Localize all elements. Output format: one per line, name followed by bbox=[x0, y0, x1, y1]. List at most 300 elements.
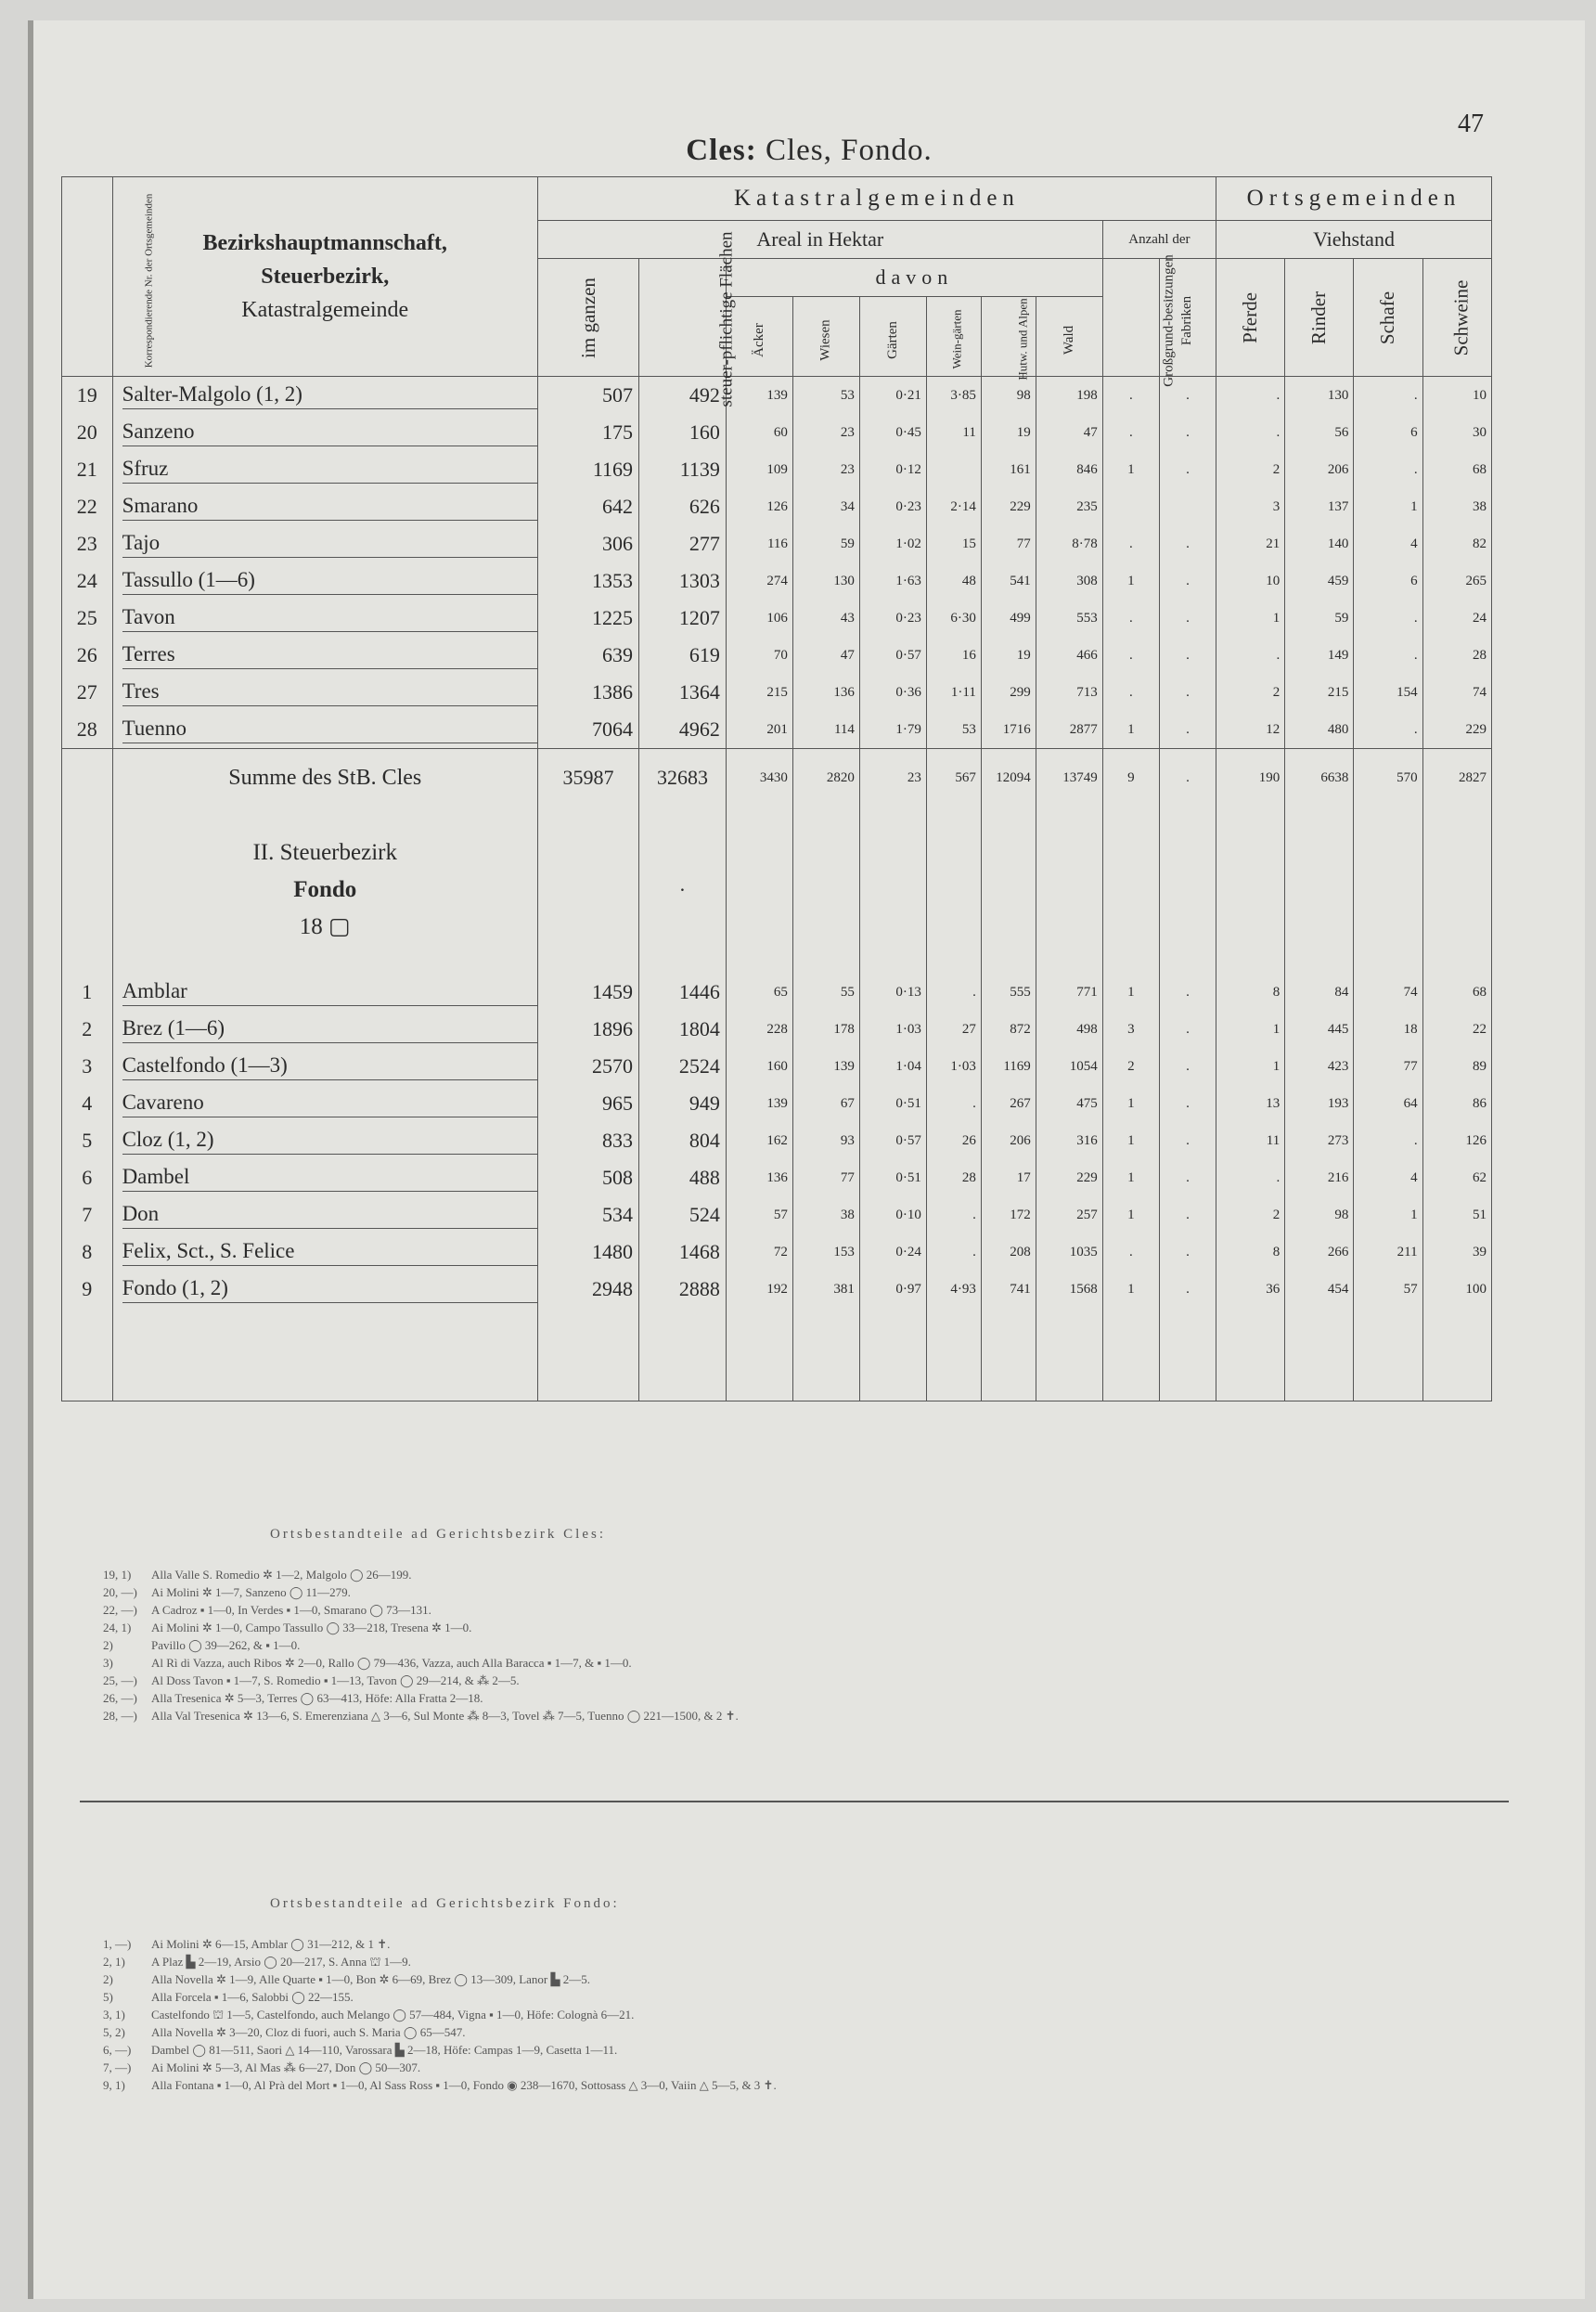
row-number: 22 bbox=[62, 488, 113, 525]
row-cell: . bbox=[1102, 674, 1159, 711]
row-cell: 53 bbox=[926, 711, 981, 749]
row-cell: 949 bbox=[639, 1085, 727, 1122]
row-cell: 1353 bbox=[537, 562, 638, 600]
row-cell: 47 bbox=[1036, 414, 1102, 451]
table-row bbox=[62, 414, 1492, 451]
row-cell: 17 bbox=[981, 1159, 1036, 1196]
row-cell bbox=[926, 451, 981, 488]
row-cell: 86 bbox=[1422, 1085, 1491, 1122]
note-line: 5) Alla Forcela ▪ 1—6, Salobbi ◯ 22—155. bbox=[103, 1990, 354, 2004]
row-cell: 175 bbox=[537, 414, 638, 451]
row-cell: . bbox=[1159, 1233, 1216, 1271]
table-row bbox=[62, 488, 1492, 525]
row-cell: 1 bbox=[1102, 974, 1159, 1011]
row-name: Amblar bbox=[112, 974, 537, 1011]
row-cell: 1459 bbox=[537, 974, 638, 1011]
row-cell: 84 bbox=[1285, 974, 1354, 1011]
row-cell: 445 bbox=[1285, 1011, 1354, 1048]
row-cell: 626 bbox=[639, 488, 727, 525]
table-row bbox=[62, 1048, 1492, 1085]
row-cell: 273 bbox=[1285, 1122, 1354, 1159]
rinder-header: Rinder bbox=[1285, 259, 1354, 377]
row-cell: 160 bbox=[639, 414, 727, 451]
row-cell: 6 bbox=[1354, 414, 1422, 451]
row-cell: 381 bbox=[792, 1271, 859, 1308]
areal-header: Areal in Hektar bbox=[537, 221, 1102, 259]
row-cell: 492 bbox=[639, 377, 727, 415]
row-cell: 1716 bbox=[981, 711, 1036, 749]
row-cell: 13 bbox=[1216, 1085, 1285, 1122]
row-cell: . bbox=[1159, 1085, 1216, 1122]
row-cell: . bbox=[1159, 711, 1216, 749]
row-cell: 136 bbox=[726, 1159, 792, 1196]
row-cell: 126 bbox=[726, 488, 792, 525]
note-line: 2, 1) A Plaz ▙ 2—19, Arsio ◯ 20—217, S. Anna ⛫ 1—9. bbox=[103, 1955, 411, 1969]
page-title: Cles: Cles, Fondo. bbox=[686, 134, 933, 167]
row-cell: 541 bbox=[981, 562, 1036, 600]
row-cell: . bbox=[1159, 600, 1216, 637]
row-cell: 98 bbox=[1285, 1196, 1354, 1233]
row-cell: . bbox=[1102, 600, 1159, 637]
row-cell: 1 bbox=[1102, 711, 1159, 749]
row-cell: 2 bbox=[1102, 1048, 1159, 1085]
table-row bbox=[62, 451, 1492, 488]
row-cell: 228 bbox=[726, 1011, 792, 1048]
table-row bbox=[62, 600, 1492, 637]
row-cell: 1·02 bbox=[859, 525, 926, 562]
row-cell: 1 bbox=[1216, 1011, 1285, 1048]
note-line: 9, 1) Alla Fontana ▪ 1—0, Al Prà del Mort ▪ 1—0, Al Sass Ross ▪ 1—0, Fondo ◉ 238—1670, Sottosass △ 3—0, Vaiin △ 5—5, & 3 ✝. bbox=[103, 2078, 777, 2092]
row-cell: . bbox=[1159, 1271, 1216, 1308]
note-line: 7, —) Ai Molini ✲ 5—3, Al Mas ⁂ 6—27, Don ◯ 50—307. bbox=[103, 2060, 421, 2074]
note-line: 25, —) Al Doss Tavon ▪ 1—7, S. Romedio ▪ 1—13, Tavon ◯ 29—214, & ⁂ 2—5. bbox=[103, 1673, 520, 1687]
row-cell: 1 bbox=[1216, 1048, 1285, 1085]
note-line: 26, —) Alla Tresenica ✲ 5—3, Terres ◯ 63—413, Höfe: Alla Fratta 2—18. bbox=[103, 1691, 483, 1705]
row-cell: 60 bbox=[726, 414, 792, 451]
row-cell: 306 bbox=[537, 525, 638, 562]
fabriken-header: Fabriken bbox=[1159, 259, 1216, 377]
row-cell: 68 bbox=[1422, 974, 1491, 1011]
row-cell: 0·97 bbox=[859, 1271, 926, 1308]
section-fondo-header: II. Steuerbezirk Fondo 18 ▢ · bbox=[62, 807, 1492, 974]
row-name: Tavon bbox=[112, 600, 537, 637]
row-cell: 59 bbox=[1285, 600, 1354, 637]
table-row bbox=[62, 974, 1492, 1011]
row-cell: 137 bbox=[1285, 488, 1354, 525]
row-name: Salter-Malgolo (1, 2) bbox=[112, 377, 537, 415]
row-cell: 1·11 bbox=[926, 674, 981, 711]
row-cell: 0·12 bbox=[859, 451, 926, 488]
row-cell: 106 bbox=[726, 600, 792, 637]
row-cell: 56 bbox=[1285, 414, 1354, 451]
row-cell: 38 bbox=[792, 1196, 859, 1233]
row-cell: 1 bbox=[1102, 451, 1159, 488]
row-cell: 642 bbox=[537, 488, 638, 525]
row-cell: 139 bbox=[726, 377, 792, 415]
row-cell: 480 bbox=[1285, 711, 1354, 749]
table-row bbox=[62, 1233, 1492, 1271]
row-cell: 499 bbox=[981, 600, 1036, 637]
row-cell: 36 bbox=[1216, 1271, 1285, 1308]
row-cell: 77 bbox=[1354, 1048, 1422, 1085]
row-cell: 1169 bbox=[981, 1048, 1036, 1085]
note-line: 20, —) Ai Molini ✲ 1—7, Sanzeno ◯ 11—279. bbox=[103, 1585, 351, 1599]
row-cell: 1 bbox=[1102, 1196, 1159, 1233]
row-cell: 833 bbox=[537, 1122, 638, 1159]
row-cell: 15 bbox=[926, 525, 981, 562]
row-cell: 89 bbox=[1422, 1048, 1491, 1085]
row-cell: . bbox=[1159, 525, 1216, 562]
row-cell: 0·51 bbox=[859, 1159, 926, 1196]
row-cell: 308 bbox=[1036, 562, 1102, 600]
row-name: Smarano bbox=[112, 488, 537, 525]
row-number: 2 bbox=[62, 1011, 113, 1048]
row-cell: 0·51 bbox=[859, 1085, 926, 1122]
row-cell: 98 bbox=[981, 377, 1036, 415]
row-cell: 1568 bbox=[1036, 1271, 1102, 1308]
note-line: 1, —) Ai Molini ✲ 6—15, Amblar ◯ 31—212, & 1 ✝. bbox=[103, 1937, 391, 1951]
divider bbox=[80, 1801, 1509, 1802]
row-cell: 316 bbox=[1036, 1122, 1102, 1159]
row-number: 3 bbox=[62, 1048, 113, 1085]
row-cell: 139 bbox=[726, 1085, 792, 1122]
row-cell: 0·13 bbox=[859, 974, 926, 1011]
schafe-header: Schafe bbox=[1354, 259, 1422, 377]
note-line: 3) Al Rì di Vazza, auch Ribos ✲ 2—0, Rallo ◯ 79—436, Vazza, auch Alla Baracca ▪ 1—7, & ▪ 1—0. bbox=[103, 1656, 632, 1670]
row-cell: 10 bbox=[1216, 562, 1285, 600]
row-cell: . bbox=[1159, 1011, 1216, 1048]
row-cell: 193 bbox=[1285, 1085, 1354, 1122]
row-cell: 4 bbox=[1354, 525, 1422, 562]
table-row bbox=[62, 562, 1492, 600]
row-number: 24 bbox=[62, 562, 113, 600]
row-cell: 0·23 bbox=[859, 488, 926, 525]
row-cell: . bbox=[1354, 711, 1422, 749]
row-cell: 62 bbox=[1422, 1159, 1491, 1196]
row-cell: 160 bbox=[726, 1048, 792, 1085]
row-cell: 1 bbox=[1102, 1122, 1159, 1159]
row-cell: 524 bbox=[639, 1196, 727, 1233]
row-cell: . bbox=[1354, 600, 1422, 637]
row-cell: 38 bbox=[1422, 488, 1491, 525]
row-cell: 553 bbox=[1036, 600, 1102, 637]
note-line: 2) Alla Novella ✲ 1—9, Alle Quarte ▪ 1—0, Bon ✲ 6—69, Brez ◯ 13—309, Lanor ▙ 2—5. bbox=[103, 1972, 591, 1986]
row-cell: 216 bbox=[1285, 1159, 1354, 1196]
table-row bbox=[62, 711, 1492, 749]
row-cell: . bbox=[1159, 674, 1216, 711]
row-cell: . bbox=[1216, 377, 1285, 415]
row-cell: 846 bbox=[1036, 451, 1102, 488]
bezirk-header: Bezirkshauptmannschaft, Steuerbezirk, Katastralgemeinde bbox=[112, 177, 537, 377]
table-row bbox=[62, 1122, 1492, 1159]
row-cell: . bbox=[1159, 414, 1216, 451]
row-cell: 47 bbox=[792, 637, 859, 674]
row-cell: 0·21 bbox=[859, 377, 926, 415]
row-cell: 0·45 bbox=[859, 414, 926, 451]
table-row bbox=[62, 1085, 1492, 1122]
table-row bbox=[62, 1011, 1492, 1048]
row-cell: 206 bbox=[1285, 451, 1354, 488]
row-number: 23 bbox=[62, 525, 113, 562]
row-cell: 77 bbox=[981, 525, 1036, 562]
row-cell: 534 bbox=[537, 1196, 638, 1233]
note-line: 28, —) Alla Val Tresenica ✲ 13—6, S. Emerenziana △ 3—6, Sul Monte ⁂ 8—3, Tovel ⁂ 7—5, Tuenno ◯ 221—1500, & 2 ✝. bbox=[103, 1709, 739, 1723]
row-number: 26 bbox=[62, 637, 113, 674]
note-line: 2) Pavillo ◯ 39—262, & ▪ 1—0. bbox=[103, 1638, 301, 1652]
row-number: 1 bbox=[62, 974, 113, 1011]
row-cell: 149 bbox=[1285, 637, 1354, 674]
row-cell: 172 bbox=[981, 1196, 1036, 1233]
row-cell: 277 bbox=[639, 525, 727, 562]
row-cell: 1 bbox=[1354, 488, 1422, 525]
row-cell: 423 bbox=[1285, 1048, 1354, 1085]
notes-cles: Ortsbestandteile ad Gerichtsbezirk Cles: 19, 1) Alla Valle S. Romedio ✲ 1—2, Malgolo ◯ 26—199. 20, —) Ai Molini ✲ 1—7, Sanzeno ◯ 11—279. 22, —) A Cadroz ▪ 1—0, In Verdes ▪ 1—0, Smarano ◯ 73—131. 24, 1) Ai Molini ✲ 1—0, Campo Tassullo ◯ 33—218, Tresena ✲ 1—0. 2) Pavillo ◯ 39—262, & ▪ 1—0. 3) Al Rì di Vazza, auch Ribos ✲ 2—0, Rallo ◯ 79—436, Vazza, auch Alla Baracca ▪ 1—7, & ▪ 1—0. 25, —) Al Doss Tavon ▪ 1—7, S. Romedio ▪ 1—13, Tavon ◯ 29—214, & ⁂ 2—5. 26, —) Alla Tresenica ✲ 5—3, Terres ◯ 63—413, Höfe: Alla Fratta 2—18. 28, —) Alla Val Tresenica ✲ 13—6, S. Emerenziana △ 3—6, Sul Monte ⁂ 8—3, Tovel ⁂ 7—5, Tuenno ◯ 221—1500, & 2 ✝. bbox=[103, 1527, 739, 1723]
row-name: Dambel bbox=[112, 1159, 537, 1196]
row-cell: 508 bbox=[537, 1159, 638, 1196]
row-name: Felix, Sct., S. Felice bbox=[112, 1233, 537, 1271]
row-cell: 178 bbox=[792, 1011, 859, 1048]
note-line: 5, 2) Alla Novella ✲ 3—20, Cloz di fuori, auch S. Maria ◯ 65—547. bbox=[103, 2025, 466, 2039]
row-cell: 21 bbox=[1216, 525, 1285, 562]
row-cell: 0·57 bbox=[859, 637, 926, 674]
row-cell: 39 bbox=[1422, 1233, 1491, 1271]
note-line: 6, —) Dambel ◯ 81—511, Saori △ 14—110, Varossara ▙ 2—18, Höfe: Campas 1—9, Casetta 1—11. bbox=[103, 2043, 618, 2057]
wald-header: Wald bbox=[1036, 297, 1102, 377]
row-cell: 2570 bbox=[537, 1048, 638, 1085]
row-cell: 18 bbox=[1354, 1011, 1422, 1048]
row-cell: . bbox=[1159, 451, 1216, 488]
row-cell: 2524 bbox=[639, 1048, 727, 1085]
row-cell: 24 bbox=[1422, 600, 1491, 637]
row-cell: 70 bbox=[726, 637, 792, 674]
row-cell: 64 bbox=[1354, 1085, 1422, 1122]
table-row bbox=[62, 1159, 1492, 1196]
row-cell: 192 bbox=[726, 1271, 792, 1308]
row-cell: 0·10 bbox=[859, 1196, 926, 1233]
row-cell: 299 bbox=[981, 674, 1036, 711]
row-cell: 3 bbox=[1216, 488, 1285, 525]
im-ganzen-header: im ganzen bbox=[537, 259, 638, 377]
row-cell: 55 bbox=[792, 974, 859, 1011]
row-cell: 1364 bbox=[639, 674, 727, 711]
row-cell: 215 bbox=[1285, 674, 1354, 711]
page bbox=[28, 20, 1585, 2299]
row-cell: 0·57 bbox=[859, 1122, 926, 1159]
row-cell: . bbox=[1102, 637, 1159, 674]
row-cell: 2 bbox=[1216, 1196, 1285, 1233]
row-cell: 771 bbox=[1036, 974, 1102, 1011]
nr-header: Korrespondierende Nr. der Ortsgemeinden bbox=[62, 177, 113, 377]
row-cell: . bbox=[1354, 377, 1422, 415]
row-cell: 454 bbox=[1285, 1271, 1354, 1308]
row-cell: 3 bbox=[1102, 1011, 1159, 1048]
row-number: 27 bbox=[62, 674, 113, 711]
table-row bbox=[62, 674, 1492, 711]
row-cell: 1·63 bbox=[859, 562, 926, 600]
row-cell: 1 bbox=[1102, 1271, 1159, 1308]
row-cell: 2·14 bbox=[926, 488, 981, 525]
row-cell: 0·23 bbox=[859, 600, 926, 637]
row-cell bbox=[1102, 488, 1159, 525]
row-cell: 28 bbox=[1422, 637, 1491, 674]
row-cell: . bbox=[1159, 1196, 1216, 1233]
row-cell: 211 bbox=[1354, 1233, 1422, 1271]
row-cell: 2948 bbox=[537, 1271, 638, 1308]
row-cell: 741 bbox=[981, 1271, 1036, 1308]
statistics-table bbox=[61, 176, 1492, 1401]
row-name: Cloz (1, 2) bbox=[112, 1122, 537, 1159]
row-cell: 82 bbox=[1422, 525, 1491, 562]
row-cell: 208 bbox=[981, 1233, 1036, 1271]
row-cell: 136 bbox=[792, 674, 859, 711]
row-cell: 16 bbox=[926, 637, 981, 674]
row-cell: . bbox=[1354, 451, 1422, 488]
row-name: Terres bbox=[112, 637, 537, 674]
row-name: Cavareno bbox=[112, 1085, 537, 1122]
aecker-header: Äcker bbox=[726, 297, 792, 377]
row-cell: 1 bbox=[1102, 1159, 1159, 1196]
row-cell: 8 bbox=[1216, 974, 1285, 1011]
row-cell: 57 bbox=[1354, 1271, 1422, 1308]
row-cell: 257 bbox=[1036, 1196, 1102, 1233]
row-cell: 2888 bbox=[639, 1271, 727, 1308]
row-cell: 23 bbox=[792, 414, 859, 451]
row-cell: 619 bbox=[639, 637, 727, 674]
row-cell: 507 bbox=[537, 377, 638, 415]
note-line: 22, —) A Cadroz ▪ 1—0, In Verdes ▪ 1—0, Smarano ◯ 73—131. bbox=[103, 1603, 431, 1617]
row-cell: 6 bbox=[1354, 562, 1422, 600]
note-line: 19, 1) Alla Valle S. Romedio ✲ 1—2, Malgolo ◯ 26—199. bbox=[103, 1568, 412, 1582]
row-cell: 162 bbox=[726, 1122, 792, 1159]
row-cell: 26 bbox=[926, 1122, 981, 1159]
row-cell: . bbox=[926, 974, 981, 1011]
row-cell: 1225 bbox=[537, 600, 638, 637]
row-cell: 19 bbox=[981, 637, 1036, 674]
row-number: 4 bbox=[62, 1085, 113, 1122]
row-cell: 2 bbox=[1216, 451, 1285, 488]
row-number: 9 bbox=[62, 1271, 113, 1308]
row-cell: 229 bbox=[1036, 1159, 1102, 1196]
table-row bbox=[62, 377, 1492, 415]
wein-header: Wein-gärten bbox=[926, 297, 981, 377]
row-cell: 126 bbox=[1422, 1122, 1491, 1159]
row-cell: 201 bbox=[726, 711, 792, 749]
schweine-header: Schweine bbox=[1422, 259, 1491, 377]
row-cell: 965 bbox=[537, 1085, 638, 1122]
row-cell: 872 bbox=[981, 1011, 1036, 1048]
row-cell: 10 bbox=[1422, 377, 1491, 415]
row-cell: 65 bbox=[726, 974, 792, 1011]
row-cell: 1896 bbox=[537, 1011, 638, 1048]
steuer-header: steuer-pflichtige Flächen bbox=[639, 259, 727, 377]
row-cell: . bbox=[1102, 525, 1159, 562]
row-cell: 4·93 bbox=[926, 1271, 981, 1308]
row-cell: 51 bbox=[1422, 1196, 1491, 1233]
row-cell: . bbox=[1159, 562, 1216, 600]
row-cell: 43 bbox=[792, 600, 859, 637]
row-cell: 6·30 bbox=[926, 600, 981, 637]
row-cell: 265 bbox=[1422, 562, 1491, 600]
row-cell: 34 bbox=[792, 488, 859, 525]
row-cell: 72 bbox=[726, 1233, 792, 1271]
row-cell: 713 bbox=[1036, 674, 1102, 711]
row-cell: 1035 bbox=[1036, 1233, 1102, 1271]
row-number: 25 bbox=[62, 600, 113, 637]
row-cell: 28 bbox=[926, 1159, 981, 1196]
row-cell: 1169 bbox=[537, 451, 638, 488]
row-cell: 57 bbox=[726, 1196, 792, 1233]
row-cell: 4 bbox=[1354, 1159, 1422, 1196]
row-cell: 8 bbox=[1216, 1233, 1285, 1271]
note-line: 24, 1) Ai Molini ✲ 1—0, Campo Tassullo ◯ 33—218, Tresena ✲ 1—0. bbox=[103, 1621, 472, 1634]
row-cell: 130 bbox=[792, 562, 859, 600]
row-cell: 229 bbox=[981, 488, 1036, 525]
row-cell: . bbox=[1102, 414, 1159, 451]
row-cell: 266 bbox=[1285, 1233, 1354, 1271]
row-name: Fondo (1, 2) bbox=[112, 1271, 537, 1308]
row-cell: . bbox=[1159, 1048, 1216, 1085]
row-cell: 30 bbox=[1422, 414, 1491, 451]
row-cell: . bbox=[1159, 377, 1216, 415]
row-cell: . bbox=[1159, 974, 1216, 1011]
row-cell: 77 bbox=[792, 1159, 859, 1196]
row-name: Sanzeno bbox=[112, 414, 537, 451]
wiesen-header: Wiesen bbox=[792, 297, 859, 377]
viehstand-header: Viehstand bbox=[1216, 221, 1492, 259]
davon-header: davon bbox=[726, 259, 1102, 297]
row-cell: 0·36 bbox=[859, 674, 926, 711]
notes-fondo: Ortsbestandteile ad Gerichtsbezirk Fondo: 1, —) Ai Molini ✲ 6—15, Amblar ◯ 31—212, & 1 ✝. 2, 1) A Plaz ▙ 2—19, Arsio ◯ 20—217, S. Anna ⛫ 1—9. 2) Alla Novella ✲ 1—9, Alle Quarte ▪ 1—0, Bon ✲ 6—69, Brez ◯ 13—309, Lanor ▙ 2—5. 5) Alla Forcela ▪ 1—6, Salobbi ◯ 22—155. 3, 1) Castelfondo ⛫ 1—5, Castelfondo, auch Melango ◯ 57—484, Vigna ▪ 1—0, Höfe: Colognà 6—21. 5, 2) Alla Novella ✲ 3—20, Cloz di fuori, auch S. Maria ◯ 65—547. 6, —) Dambel ◯ 81—511, Saori △ 14—110, Varossara ▙ 2—18, Höfe: Campas 1—9, Casetta 1—11. 7, —) Ai Molini ✲ 5—3, Al Mas ⁂ 6—27, Don ◯ 50—307. 9, 1) Alla Fontana ▪ 1—0, Al Prà del Mort ▪ 1—0, Al Sass Ross ▪ 1—0, Fondo ◉ 238—1670, Sottosass △ 3—0, Vaiin △ 5—5, & 3 ✝. bbox=[103, 1896, 777, 2092]
row-cell: 1 bbox=[1102, 1085, 1159, 1122]
row-cell: 229 bbox=[1422, 711, 1491, 749]
row-cell: 153 bbox=[792, 1233, 859, 1271]
row-cell: 67 bbox=[792, 1085, 859, 1122]
pferde-header: Pferde bbox=[1216, 259, 1285, 377]
row-cell: 1·03 bbox=[859, 1011, 926, 1048]
row-cell: 19 bbox=[981, 414, 1036, 451]
row-cell: 1054 bbox=[1036, 1048, 1102, 1085]
row-cell: . bbox=[1159, 637, 1216, 674]
row-cell: 459 bbox=[1285, 562, 1354, 600]
row-number: 28 bbox=[62, 711, 113, 749]
row-cell: 7064 bbox=[537, 711, 638, 749]
table-row bbox=[62, 637, 1492, 674]
row-cell: 0·24 bbox=[859, 1233, 926, 1271]
row-number: 21 bbox=[62, 451, 113, 488]
row-cell: 274 bbox=[726, 562, 792, 600]
row-cell: 498 bbox=[1036, 1011, 1102, 1048]
row-cell: 235 bbox=[1036, 488, 1102, 525]
row-cell: 1 bbox=[1216, 600, 1285, 637]
row-cell: . bbox=[1216, 637, 1285, 674]
row-number: 20 bbox=[62, 414, 113, 451]
row-cell: . bbox=[1159, 1159, 1216, 1196]
row-cell: 22 bbox=[1422, 1011, 1491, 1048]
row-cell: 2 bbox=[1216, 674, 1285, 711]
row-cell: 154 bbox=[1354, 674, 1422, 711]
row-cell: 139 bbox=[792, 1048, 859, 1085]
row-cell: 1446 bbox=[639, 974, 727, 1011]
row-cell: 27 bbox=[926, 1011, 981, 1048]
anzahl-header: Anzahl der bbox=[1102, 221, 1216, 259]
row-cell: 93 bbox=[792, 1122, 859, 1159]
row-cell: 555 bbox=[981, 974, 1036, 1011]
row-cell: 130 bbox=[1285, 377, 1354, 415]
row-cell: 116 bbox=[726, 525, 792, 562]
row-cell: . bbox=[926, 1196, 981, 1233]
row-name: Brez (1—6) bbox=[112, 1011, 537, 1048]
row-cell: 1·04 bbox=[859, 1048, 926, 1085]
